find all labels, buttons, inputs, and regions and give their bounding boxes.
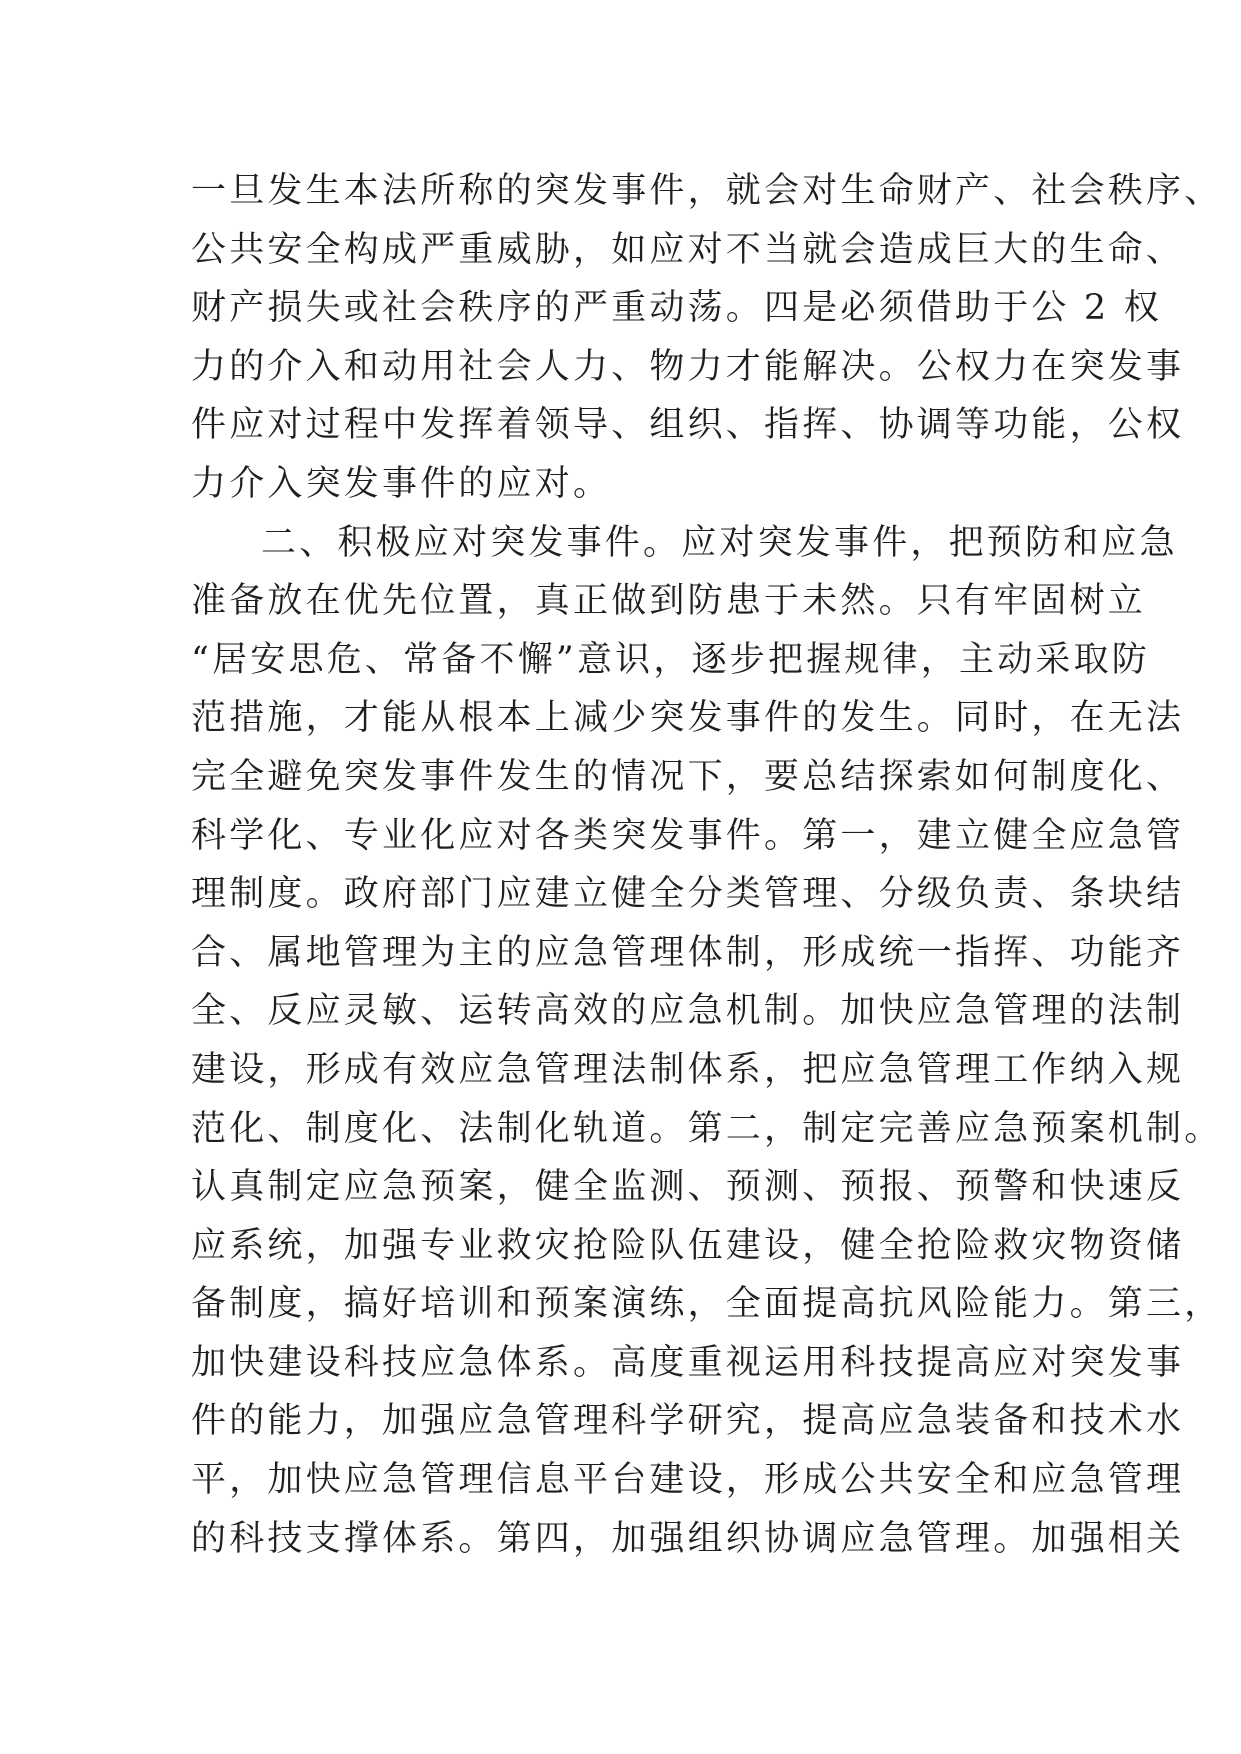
text-line: 件的能力，加强应急管理科学研究，提高应急装备和技术水 bbox=[191, 1401, 1185, 1442]
text-line: 认真制定应急预案，健全监测、预测、预报、预警和快速反 bbox=[191, 1167, 1185, 1208]
text-line: 全、反应灵敏、运转高效的应急机制。加快应急管理的法制 bbox=[191, 991, 1185, 1032]
text-line: 力介入突发事件的应对。 bbox=[191, 463, 612, 504]
text-line: 力的介入和动用社会人力、物力才能解决。公权力在突发事 bbox=[191, 346, 1185, 387]
text-line: 合、属地管理为主的应急管理体制，形成统一指挥、功能齐 bbox=[191, 932, 1185, 973]
text-line: 科学化、专业化应对各类突发事件。第一，建立健全应急管 bbox=[191, 815, 1185, 856]
text-line: 建设，形成有效应急管理法制体系，把应急管理工作纳入规 bbox=[191, 1049, 1185, 1090]
body-text bbox=[191, 162, 1223, 1568]
paragraph-2 bbox=[191, 514, 1223, 1569]
text-line: 财产损失或社会秩序的严重动荡。四是必须借助于公 2 权 bbox=[191, 288, 1162, 329]
text-line: 完全避免突发事件发生的情况下，要总结探索如何制度化、 bbox=[191, 756, 1185, 797]
text-line: 备制度，搞好培训和预案演练，全面提高抗风险能力。第三， bbox=[191, 1284, 1223, 1325]
text-line: “居安思危、常备不懈”意识，逐步把握规律，主动采取防 bbox=[191, 639, 1150, 680]
text-line: 件应对过程中发挥着领导、组织、指挥、协调等功能，公权 bbox=[191, 405, 1185, 446]
text-line: 一旦发生本法所称的突发事件，就会对生命财产、社会秩序、 bbox=[191, 171, 1223, 211]
text-line: 的科技支撑体系。第四，加强组织协调应急管理。加强相关 bbox=[191, 1518, 1185, 1559]
text-line: 理制度。政府部门应建立健全分类管理、分级负责、条块结 bbox=[191, 874, 1185, 915]
text-line: 平，加快应急管理信息平台建设，形成公共安全和应急管理 bbox=[191, 1460, 1185, 1501]
text-line: 公共安全构成严重威胁，如应对不当就会造成巨大的生命、 bbox=[191, 229, 1185, 270]
text-line: 准备放在优先位置，真正做到防患于未然。只有牢固树立 bbox=[191, 581, 1147, 622]
text-line: 应系统，加强专业救灾抢险队伍建设，健全抢险救灾物资储 bbox=[191, 1225, 1185, 1266]
text-line: 二、积极应对突发事件。应对突发事件，把预防和应急 bbox=[261, 522, 1178, 563]
text-line: 加快建设科技应急体系。高度重视运用科技提高应对突发事 bbox=[191, 1342, 1185, 1383]
text-line: 范化、制度化、法制化轨道。第二，制定完善应急预案机制。 bbox=[191, 1108, 1223, 1149]
text-line: 范措施，才能从根本上减少突发事件的发生。同时，在无法 bbox=[191, 698, 1185, 739]
paragraph-1 bbox=[191, 162, 1223, 514]
